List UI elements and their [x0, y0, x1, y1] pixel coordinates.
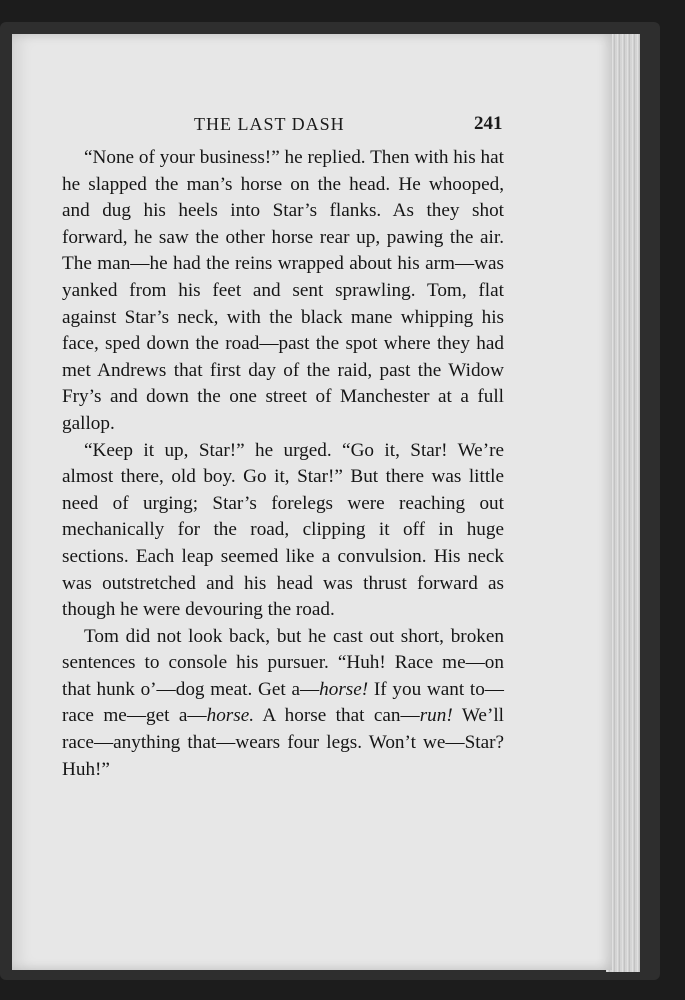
italic-horse-exclaim: horse!: [319, 678, 369, 700]
running-head: [12, 114, 612, 138]
running-head-title: THE LAST DASH: [194, 114, 345, 134]
paragraph-3-text-c: A horse that can—: [254, 705, 420, 727]
paragraph-2-text: “Keep it up, Star!” he urged. “Go it, Star! We’re almost there, old boy. Go it, Star!” But there was little need of urging; Star’s forelegs were reaching out mechanically for the road, clipping it off in huge sections. Each leap seemed like a convulsion. His neck was outstretched and his head was thrust forward as though he were devouring the road.: [62, 439, 504, 621]
paragraph-3: [62, 624, 504, 784]
page-number: 241: [474, 113, 503, 134]
paragraph-1: [62, 145, 504, 438]
paragraph-3-text: Tom did not look back, but he cast out short, broken sentences to console his pursuer. “Huh! Race me—on that hunk o’—dog meat. Get a—: [62, 625, 504, 700]
italic-run: run!: [419, 705, 453, 727]
paragraph-1-text: “None of your business!” he replied. Then with his hat he slapped the man’s horse on the head. He whooped, and dug his heels into Star’s flanks. As they shot forward, he saw the other horse rear up, pawing the air. The man—he had the reins wrapped about his arm—was yanked from his feet and sent sprawling. Tom, flat against Star’s neck, with the black mane whipping his face, sped down the road—past the spot where they had met Andrews that first day of the raid, past the Widow Fry’s and down the one street of Manchester at a full gallop.: [62, 147, 504, 434]
paragraph-2: [62, 438, 504, 624]
book-page: [12, 34, 612, 970]
paragraph-3-text-b: If you want to—race me—get a—: [62, 678, 504, 727]
italic-horse-period: horse.: [206, 705, 255, 727]
paragraph-3-text-d: We’ll race—anything that—wears four legs. Won’t we—Star? Huh!”: [62, 705, 505, 780]
body-text: [62, 145, 504, 783]
